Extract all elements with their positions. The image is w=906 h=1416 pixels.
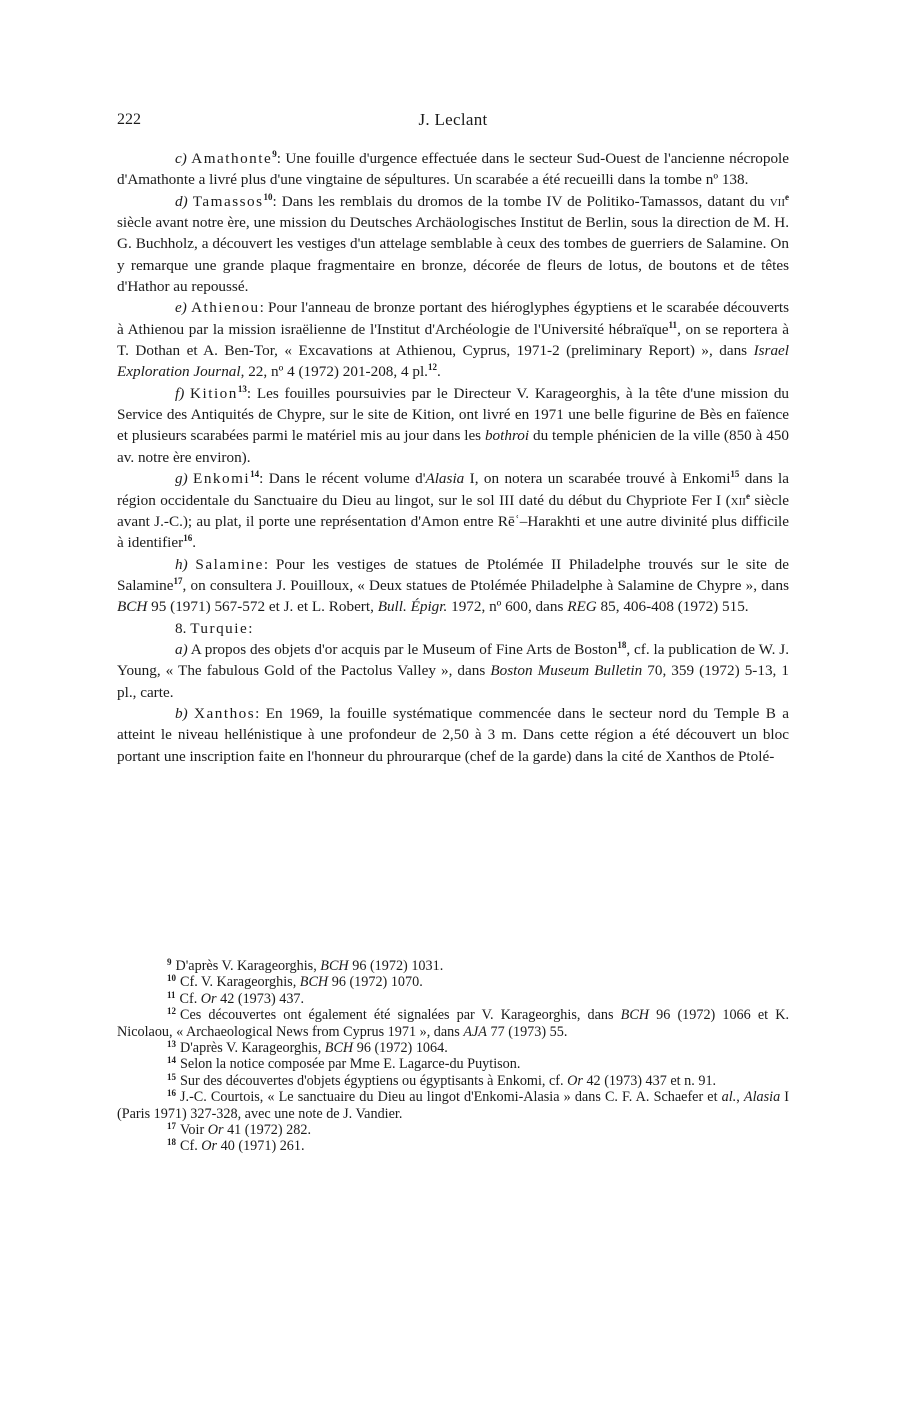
footnote-text: J.-C. Courtois, « Le sanctuaire du Dieu au lingot d'Enkomi-Alasia » dans C. F. A. Schaefer et bbox=[180, 1089, 722, 1106]
section-f-kition bbox=[117, 383, 789, 468]
footnote-text: Selon la notice composée par Mme E. Lagarce-du Puytison. bbox=[180, 1056, 521, 1073]
footnote-text: 41 (1972) 282. bbox=[223, 1122, 311, 1139]
section-d-tamassos bbox=[117, 191, 789, 298]
footnote-10 bbox=[117, 974, 789, 990]
footnote-text: 77 (1973) 55. bbox=[486, 1023, 568, 1040]
journal-title: AJA bbox=[463, 1023, 487, 1040]
footnote-ref[interactable]: 18 bbox=[617, 639, 627, 650]
section-title: Turquie bbox=[190, 619, 249, 637]
footnote-number: 10 bbox=[167, 973, 176, 984]
footnote-text: 96 (1972) 1066 et K. Nicolaou, « Archaeological News from Cyprus 1971 », dans bbox=[117, 1007, 790, 1040]
journal-title: BCH bbox=[324, 1040, 354, 1057]
section-marker: e) bbox=[175, 299, 187, 317]
paragraph-text: , on se reportera à T. Dothan et A. Ben-Tor, « Excavations at Athienou, Cyprus, 1971-2 (preliminary Report) », dans bbox=[117, 320, 789, 360]
footnote-text: Cf. bbox=[179, 990, 201, 1007]
journal-title: BCH bbox=[299, 974, 329, 991]
footnote-number: 12 bbox=[167, 1006, 176, 1017]
footnote-ref[interactable]: 14 bbox=[250, 469, 260, 480]
journal-title: Or bbox=[207, 1122, 224, 1139]
footnote-text: 40 (1971) 261. bbox=[217, 1138, 305, 1155]
footnote-text: 96 (1972) 1031. bbox=[348, 958, 444, 974]
book-title: Alasia bbox=[743, 1089, 781, 1106]
section-title: Kition bbox=[190, 384, 238, 402]
footnote-number: 18 bbox=[167, 1137, 176, 1148]
footnote-13 bbox=[117, 1040, 789, 1056]
section-turquie-b-xanthos bbox=[117, 703, 789, 767]
footnote-text: D'après V. Karageorghis, bbox=[175, 958, 321, 974]
footnote-16 bbox=[117, 1089, 789, 1122]
footnote-number: 16 bbox=[167, 1088, 176, 1099]
footnote-text: Cf. V. Karageorghis, bbox=[180, 974, 300, 991]
footnote-ref[interactable]: 12 bbox=[427, 362, 437, 373]
paragraph-text: 95 (1971) 567-572 et J. et L. Robert, bbox=[147, 598, 378, 616]
ordinal-sup: e bbox=[745, 490, 750, 501]
footnote-number: 11 bbox=[167, 989, 176, 1000]
section-title: Athienou bbox=[191, 299, 260, 317]
term-italic: bothroi bbox=[484, 427, 530, 445]
paragraph-text: . bbox=[192, 534, 196, 552]
section-turquie-a bbox=[117, 639, 789, 703]
footnote-number: 13 bbox=[167, 1039, 176, 1050]
footnote-17 bbox=[117, 1122, 789, 1138]
paragraph-text: : Une fouille d'urgence effectuée dans le secteur Sud-Ouest de l'ancienne nécropole d'Amathonte a livré plus d'une vingtaine de sépultures. Un scarabée a été recueilli dans la tombe nº 138. bbox=[117, 150, 790, 189]
journal-title: Or bbox=[567, 1072, 583, 1089]
paragraph-text: dans la région occidentale du Sanctuaire du Dieu au lingot, sur le sol III daté du début du Chypriote Fer I ( bbox=[117, 470, 789, 509]
running-head-author: J. Leclant bbox=[418, 110, 488, 129]
footnote-ref[interactable]: 10 bbox=[263, 191, 273, 202]
paragraph-text: : Les fouilles poursuivies par le Directeur V. Karageorghis, à la tête d'une mission du Service des Antiquités de Chypre, sur le site de Kition, ont livré en 1971 une belle figurine de Bès en faïence et plusieurs scarabées parmi le matériel mis au jour dans les bbox=[117, 384, 790, 445]
footnote-ref[interactable]: 17 bbox=[173, 575, 183, 586]
footnote-text: Ces découvertes ont également été signalées par V. Karageorghis, dans bbox=[180, 1007, 621, 1024]
section-marker: b) bbox=[175, 704, 188, 722]
journal-title: BCH bbox=[320, 958, 349, 974]
paragraph-text: , 22, nº 4 (1972) 201-208, 4 pl. bbox=[240, 363, 428, 381]
section-title: Salamine bbox=[195, 555, 264, 573]
section-e-athienou bbox=[117, 297, 789, 382]
footnote-text: 96 (1972) 1064. bbox=[353, 1040, 448, 1057]
paragraph-text: A propos des objets d'or acquis par le Museum of Fine Arts de Boston bbox=[187, 640, 618, 658]
italic-text: al. bbox=[721, 1089, 737, 1106]
section-g-enkomi bbox=[117, 468, 789, 553]
paragraph-text: : Pour les vestiges de statues de Ptolémée II Philadelphe trouvés sur le site de Salamine bbox=[117, 555, 789, 594]
paragraph-text: . bbox=[436, 363, 441, 381]
section-marker: a) bbox=[175, 640, 188, 658]
paragraph-text: : Dans les remblais du dromos de la tombe IV de Politiko-Tamassos, datant du bbox=[272, 192, 770, 210]
paragraph-text: I, on notera un scarabée trouvé à Enkomi bbox=[464, 470, 731, 488]
footnote-text: 42 (1973) 437 et n. 91. bbox=[582, 1072, 717, 1089]
journal-title: BCH bbox=[117, 598, 148, 616]
footnote-18 bbox=[117, 1138, 789, 1154]
footnote-ref[interactable]: 15 bbox=[730, 469, 740, 480]
paragraph-text: 1972, nº 600, dans bbox=[447, 598, 568, 616]
footnote-ref[interactable]: 9 bbox=[272, 149, 277, 159]
century-numeral: xii bbox=[730, 491, 746, 509]
footnote-text: 96 (1972) 1070. bbox=[328, 974, 423, 991]
section-number: 8. bbox=[175, 619, 187, 637]
section-title: Enkomi bbox=[193, 470, 251, 488]
journal-title: BCH bbox=[620, 1007, 650, 1024]
paragraph-text: siècle avant J.-C.); au plat, il porte une représentation d'Amon entre Rēʿ–Harakhti et une autre divinité plus difficile à identifier bbox=[117, 491, 789, 552]
section-8-turquie bbox=[117, 618, 789, 639]
footnote-text: , bbox=[736, 1089, 744, 1106]
section-title: Amathonte bbox=[191, 150, 273, 167]
journal-title: REG bbox=[567, 598, 597, 616]
footnote-9 bbox=[117, 958, 789, 974]
paragraph-text: , on consultera J. Pouilloux, « Deux statues de Ptolémée Philadelphe à Salamine de Chypre », dans bbox=[182, 576, 789, 594]
paragraph-text: : En 1969, la fouille systématique commencée dans le secteur nord du Temple B a atteint le niveau hellénistique à une profondeur de 2,50 à 3 m. Dans cette région a été découvert un bloc portant une inscription faite en l'honneur du phrourarque (chef de la garde) dans la cité de Xanthos de Ptolé- bbox=[117, 704, 790, 765]
page-number: 222 bbox=[117, 111, 141, 128]
footnote-text: I (Paris 1971) 327-328, avec une note de J. Vandier. bbox=[117, 1089, 790, 1122]
footnote-ref[interactable]: 13 bbox=[237, 383, 247, 394]
footnote-12 bbox=[117, 1007, 789, 1040]
section-marker: c) bbox=[175, 150, 187, 167]
paragraph-text: , cf. la publication de W. J. Young, « The fabulous Gold of the Pactolus Valley », dans bbox=[117, 640, 790, 680]
footnote-text: D'après V. Karageorghis, bbox=[180, 1040, 325, 1057]
main-text bbox=[117, 148, 789, 767]
paragraph-text: siècle avant notre ère, une mission du Deutsches Archäologisches Institut de Berlin, sous la direction de M. H. G. Buchholz, a découvert les vestiges d'un attelage semblable à ceux des tombes de guerriers de Salamine. On y remarque une grande plaque fragmentaire en bronze, décorée de fleurs de lotus, de boutons et de têtes d'Hathor au repoussé. bbox=[117, 214, 789, 296]
footnote-11 bbox=[117, 991, 789, 1007]
footnote-text: Sur des découvertes d'objets égyptiens ou égyptisants à Enkomi, cf. bbox=[180, 1072, 568, 1089]
footnote-number: 14 bbox=[167, 1055, 176, 1066]
century-numeral: vii bbox=[769, 192, 785, 210]
footnote-number: 15 bbox=[167, 1071, 176, 1082]
section-h-salamine bbox=[117, 554, 789, 618]
footnote-text: 42 (1973) 437. bbox=[216, 990, 305, 1007]
journal-title: Boston Museum Bulletin bbox=[490, 662, 643, 680]
section-marker: h) bbox=[175, 555, 188, 573]
footnote-15 bbox=[117, 1073, 789, 1089]
footnote-text: Cf. bbox=[180, 1138, 202, 1155]
footnote-number: 9 bbox=[167, 957, 172, 967]
footnote-ref[interactable]: 11 bbox=[668, 319, 678, 330]
ordinal-sup: e bbox=[785, 191, 789, 202]
footnote-text: Voir bbox=[180, 1122, 208, 1139]
footnote-number: 17 bbox=[167, 1121, 176, 1132]
paragraph-text: : Pour l'anneau de bronze portant des hiéroglyphes égyptiens et le scarabée découverts à Athienou par la mission israëlienne de l'Institut d'Archéologie de l'Université hébraïque bbox=[117, 299, 790, 338]
paragraph-text: : bbox=[248, 619, 253, 637]
section-title: Xanthos bbox=[194, 704, 256, 722]
section-marker: g) bbox=[175, 470, 188, 488]
journal-title: Bull. Épigr. bbox=[377, 598, 448, 616]
paragraph-text: 85, 406-408 (1972) 515. bbox=[596, 598, 749, 616]
journal-title: Or bbox=[201, 1138, 218, 1155]
section-title: Tamassos bbox=[192, 192, 264, 210]
section-c-amathonte bbox=[117, 148, 789, 191]
section-marker: d) bbox=[175, 192, 188, 210]
paragraph-text: 70, 359 (1972) 5-13, 1 pl., carte. bbox=[117, 662, 789, 701]
journal-title: Israel Exploration Journal bbox=[117, 342, 789, 381]
section-marker: f) bbox=[175, 384, 185, 402]
footnote-ref[interactable]: 16 bbox=[183, 533, 193, 544]
paragraph-text: : Dans le récent volume d' bbox=[259, 470, 426, 488]
footnotes bbox=[117, 958, 789, 1155]
paragraph-text: du temple phénicien de la ville (850 à 450 av. notre ère environ). bbox=[117, 427, 789, 466]
journal-title: Or bbox=[200, 990, 217, 1007]
book-title: Alasia bbox=[425, 470, 465, 488]
footnote-14 bbox=[117, 1056, 789, 1072]
